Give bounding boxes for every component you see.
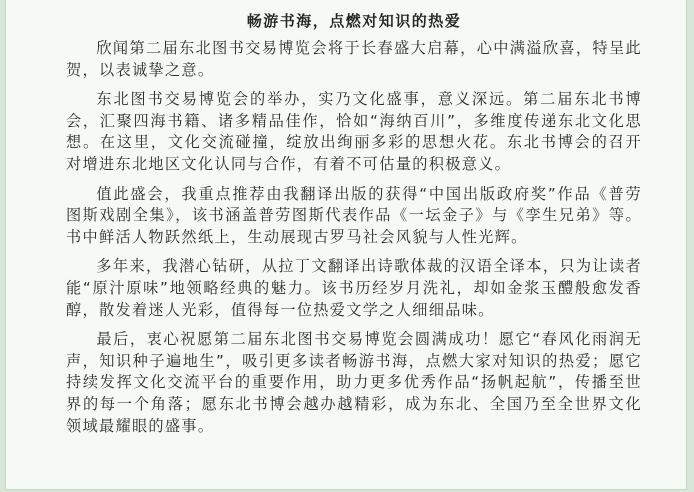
article-frame: [5, 0, 687, 490]
article-title: 畅游书海，点燃对知识的热爱: [246, 12, 462, 30]
article-paragraph: 最后，衷心祝愿第二届东北图书交易博览会圆满成功！愿它“春风化雨润无声，知识种子遍地生”，吸引更多读者畅游书海，点燃大家对知识的热爱；愿它持续发挥文化交流平台的重要作用，助力更多优秀作品“扬帆起航”，传播至世界的每一个角落；愿东北书博会越办越精彩，成为东北、全国乃至全世界文化领域最耀眼的盛事。: [66, 330, 642, 435]
article-paragraph: 多年来，我潜心钻研，从拉丁文翻译出诗歌体裁的汉语全译本，只为让读者能“原汁原味”地领略经典的魅力。该书历经岁月洗礼，却如金浆玉醴般愈发香醇，散发着迷人光彩，值得每一位热爱文学之人细细品味。: [66, 257, 642, 319]
article-paragraph: 东北图书交易博览会的举办，实乃文化盛事，意义深远。第二届东北书博会，汇聚四海书籍、诸多精品佳作，恰如“海纳百川”，多维度传递东北文化思想。在这里，文化交流碰撞，绽放出绚丽多彩的思想火花。东北书博会的召开对增进东北地区文化认同与合作，有着不可估量的积极意义。: [66, 90, 642, 173]
article-body: [66, 10, 642, 445]
article-paragraph: 欣闻第二届东北图书交易博览会将于长春盛大启幕，心中满溢欣喜，特呈此贺，以表诚挚之意。: [66, 39, 642, 79]
article-paragraph: 值此盛会，我重点推荐由我翻译出版的获得“中国出版政府奖”作品《普劳图斯戏剧全集》，该书涵盖普劳图斯代表作品《一坛金子》与《孪生兄弟》等。书中鲜活人物跃然纸上，生动展现古罗马社会风貌与人性光辉。: [66, 184, 642, 246]
